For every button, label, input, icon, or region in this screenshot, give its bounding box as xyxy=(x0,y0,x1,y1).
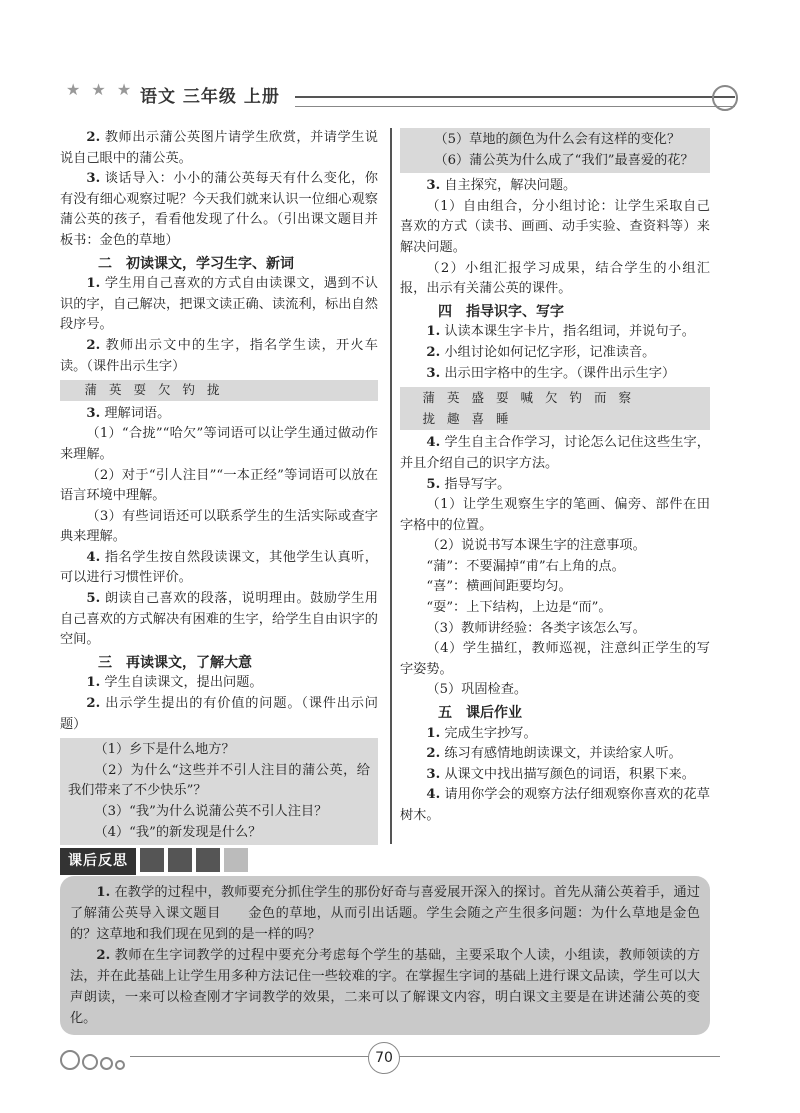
page-number: 70 xyxy=(368,1042,400,1074)
section-heading: 五 课后作业 xyxy=(438,705,522,722)
paragraph: 3. 自主探究，解决问题。 xyxy=(426,178,577,194)
paragraph: 3. 谈话导入：小小的蒲公英每天有什么变化，你有没有细心观察过呢？今天我们就来认识一位细心观察蒲公英的孩子，看看他发现了什么。（引出课文题目并板书：金色的草地） xyxy=(60,171,378,248)
decorative-block xyxy=(140,848,164,872)
paragraph: 2. 小组讨论如何记忆字形，记准读音。 xyxy=(426,344,656,360)
paragraph: 4. 指名学生按自然段读课文，其他学生认真听，可以进行习惯性评价。 xyxy=(60,549,378,586)
paragraph: （5）巩固检查。 xyxy=(426,682,528,698)
paragraph: 4. 学生自主合作学习，讨论怎么记住这些生字，并且介绍自己的识字方法。 xyxy=(400,435,710,471)
right-column xyxy=(400,128,710,827)
question: （5）草地的颜色为什么会有这样的变化？ xyxy=(434,132,681,147)
question: （3）“我”为什么说蒲公英不引人注目？ xyxy=(94,804,328,819)
reflection-label xyxy=(60,848,248,874)
question-box xyxy=(60,738,378,845)
paragraph: （2）小组汇报学习成果，结合学生的小组汇报，出示有关蒲公英的课件。 xyxy=(400,260,710,297)
paragraph: 2. 练习有感情地朗读课文，并读给家人听。 xyxy=(426,746,682,762)
section-heading: 三 再读课文，了解大意 xyxy=(98,654,252,671)
paragraph: 2. 教师出示蒲公英图片请学生欣赏，并请学生说说自己眼中的蒲公英。 xyxy=(60,130,378,166)
page-footer xyxy=(60,1042,720,1082)
character-strip: 蒲英耍欠钓拢 xyxy=(60,380,378,401)
paragraph: （2）对于“引人注目”“一本正经”等词语可以放在语言环境中理解。 xyxy=(60,467,378,504)
paragraph: 2. 教师在生字词教学的过程中要充分考虑每个学生的基础，主要采取个人读，小组读，教师领读的方法，并在此基础上让学生用多种方法记住一些较难的字。在掌握生字词的基础上进行课文品读，学生可以大声朗读，一来可以检查刚才字词教学的效果，二来可以了解课文内容，明白课文主要是在讲述蒲公英的变化。 xyxy=(70,948,700,1026)
question: （4）“我”的新发现是什么？ xyxy=(94,824,262,840)
paragraph: （1）自由组合，分小组讨论：让学生采取自己喜欢的方式（读书、画画、动手实验、查资料等）来解决问题。 xyxy=(400,198,710,255)
paragraph: 1. 完成生字抄写。 xyxy=(426,725,537,741)
question-box xyxy=(400,128,710,173)
question: （1）乡下是什么地方？ xyxy=(94,742,235,758)
section-heading: 四 指导识字、写字 xyxy=(438,303,564,320)
paragraph: （4）学生描红，教师巡视，注意纠正学生的写字姿势。 xyxy=(400,641,710,677)
paragraph: 4. 请用你学会的观察方法仔细观察你喜欢的花草树木。 xyxy=(400,787,710,823)
footer-rule xyxy=(130,1056,720,1057)
paragraph: 1. 学生自读课文，提出问题。 xyxy=(86,675,263,691)
star-decoration-icon: ★ ★ ★ · xyxy=(66,80,151,99)
book-title: 语文 三年级 上册 xyxy=(140,87,280,107)
character-row: 拢趣喜睡 xyxy=(422,410,521,426)
paragraph: 1. 学生用自己喜欢的方式自由读课文，遇到不认识的字，自己解决，把课文读正确、读流利，标出自然段序号。 xyxy=(60,276,378,333)
paragraph: 5. 指导写字。 xyxy=(426,476,511,492)
paragraph: 3. 从课文中找出描写颜色的词语，积累下来。 xyxy=(426,766,695,782)
paragraph: （2）说说书写本课生字的注意事项。 xyxy=(426,538,646,554)
character-row: 蒲英盛耍喊欠钓而察 xyxy=(422,390,644,406)
decorative-block xyxy=(224,848,248,872)
column-divider xyxy=(390,128,392,844)
paragraph: “喜”：横画间距要均匀。 xyxy=(426,579,572,595)
circles-icon xyxy=(60,1050,127,1078)
reflection-title: 课后反思 xyxy=(60,848,136,875)
paragraph: “耍”：上下结构，上边是“而”。 xyxy=(426,600,612,616)
paragraph: （1）“合拢”“哈欠”等词语可以让学生通过做动作来理解。 xyxy=(60,426,378,462)
question: （2）为什么“这些并不引人注目的蒲公英，给我们带来了不少快乐”？ xyxy=(68,762,370,799)
paragraph: 5. 朗读自己喜欢的段落，说明理由。鼓励学生用自己喜欢的方式解决有困难的生字，给学生自由识字的空间。 xyxy=(60,591,378,648)
swirl-icon xyxy=(712,85,738,111)
paragraph: 3. 理解词语。 xyxy=(86,405,171,421)
paragraph: 1. 在教学的过程中，教师要充分抓住学生的那份好奇与喜爱展开深入的探讨。首先从蒲公英着手，通过了解蒲公英导入课文题目 金色的草地，从而引出话题。学生会随之产生很多问题：为什么草地是金色的？这草地和我们现在见到的是一样的吗？ xyxy=(70,885,700,942)
decorative-block xyxy=(168,848,192,872)
question: （6）蒲公英为什么成了“我们”最喜爱的花？ xyxy=(434,152,694,168)
paragraph: （3）有些词语还可以联系学生的生活实际或查字典来理解。 xyxy=(60,508,378,545)
page-header xyxy=(60,80,720,120)
paragraph: “蒲”：不要漏掉“甫”右上角的点。 xyxy=(426,558,625,574)
left-column xyxy=(60,128,378,848)
paragraph: 1. 认读本课生字卡片，指名组词，并说句子。 xyxy=(426,324,695,340)
reflection-box xyxy=(60,876,710,1035)
decorative-block xyxy=(196,848,220,872)
paragraph: 2. 教师出示文中的生字，指名学生读，开火车读。（课件出示生字） xyxy=(60,337,378,374)
header-rule xyxy=(295,96,735,107)
paragraph: （3）教师讲经验：各类字该怎么写。 xyxy=(426,620,646,636)
paragraph: （1）让学生观察生字的笔画、偏旁、部件在田字格中的位置。 xyxy=(400,497,710,533)
section-heading: 二 初读课文，学习生字、新词 xyxy=(98,255,294,272)
character-strip xyxy=(400,387,710,430)
paragraph: 3. 出示田字格中的生字。（课件出示生字） xyxy=(426,365,676,381)
paragraph: 2. 出示学生提出的有价值的问题。（课件出示问题） xyxy=(60,696,378,732)
